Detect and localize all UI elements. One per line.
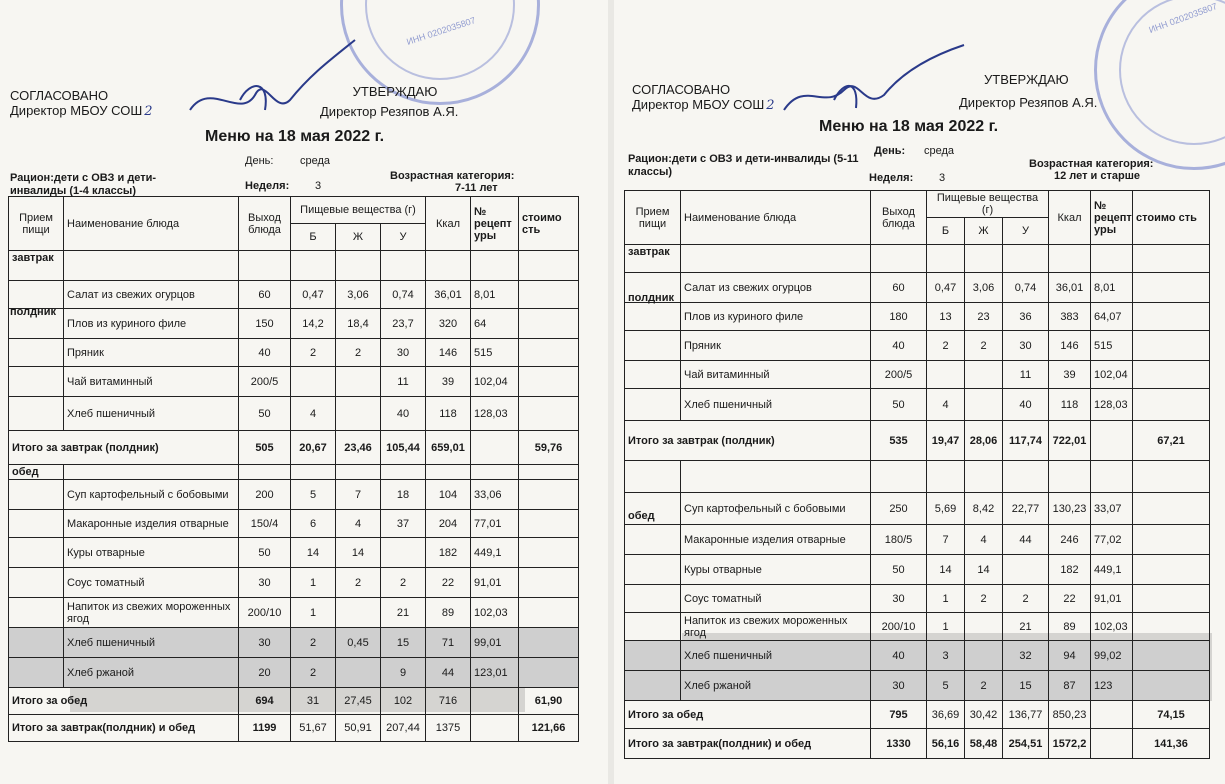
cell-kcal: 39 (426, 367, 471, 397)
lunch-total-yield: 795 (871, 701, 927, 729)
breakfast-total-cost: 59,76 (519, 431, 579, 465)
header-kcal: Ккал (1049, 191, 1091, 245)
cell-recipe: 515 (1091, 331, 1133, 361)
cell-yield: 180/5 (871, 525, 927, 555)
cell-yield: 180 (871, 303, 927, 331)
breakfast-row (625, 273, 1210, 303)
breakfast-total-b: 20,67 (291, 431, 336, 465)
lunch-rows (625, 493, 1210, 701)
director-signature (180, 20, 440, 140)
cell-kcal: 89 (426, 598, 471, 628)
page-title: Меню на 18 мая 2022 г. (205, 128, 385, 145)
cell-recipe: 128,03 (471, 397, 519, 431)
cell-kcal: 182 (1049, 555, 1091, 585)
cell-recipe: 91,01 (1091, 585, 1133, 613)
grand-total-cost: 121,66 (519, 715, 579, 742)
header-meal: Прием пищи (9, 197, 64, 251)
age-category-label: Возрастная категория: (1029, 158, 1154, 170)
cell-dish: Суп картофельный с бобовыми (64, 480, 239, 510)
cell-yield: 30 (871, 585, 927, 613)
cell-dish: Напиток из свежих мороженных ягод (681, 613, 871, 641)
breakfast-total-zh: 23,46 (336, 431, 381, 465)
breakfast-row (625, 389, 1210, 421)
header-b: Б (927, 218, 965, 245)
lunch-total-zh: 27,45 (336, 688, 381, 715)
week-value: 3 (315, 180, 322, 192)
lunch-row (625, 493, 1210, 525)
cell-zh: 4 (965, 525, 1003, 555)
meal-breakfast: завтрак (625, 245, 681, 273)
header-zh: Ж (336, 224, 381, 251)
cell-b: 2 (291, 658, 336, 688)
breakfast-total-label: Итого за завтрак (полдник) (625, 421, 871, 461)
cell-u: 11 (1003, 361, 1049, 389)
meal-breakfast: завтрак (9, 251, 64, 281)
cell-dish: Плов из куриного филе (64, 309, 239, 339)
ration-label: Рацион:дети с ОВЗ и дети-инвалиды (1-4 классы) (10, 172, 157, 197)
cell-b: 2 (291, 339, 336, 367)
ration-label: Рацион:дети с ОВЗ и дети-инвалиды (5-11 классы) (628, 153, 859, 178)
cell-b (291, 367, 336, 397)
cell-recipe: 102,03 (1091, 613, 1133, 641)
confirm-label: УТВЕРЖДАЮ (352, 84, 438, 99)
breakfast-row (625, 303, 1210, 331)
header-dish: Наименование блюда (681, 191, 871, 245)
cell-recipe: 102,03 (471, 598, 519, 628)
header-dish: Наименование блюда (64, 197, 239, 251)
left-menu-sheet (0, 0, 608, 784)
cell-yield: 40 (871, 641, 927, 671)
cell-recipe: 99,01 (471, 628, 519, 658)
cell-b: 5,69 (927, 493, 965, 525)
breakfast-total-zh: 28,06 (965, 421, 1003, 461)
week-label: Неделя: (869, 172, 914, 184)
cell-u: 18 (381, 480, 426, 510)
lunch-total-kcal: 716 (426, 688, 471, 715)
day-label: День: (245, 155, 274, 167)
header-recipe: № рецепт уры (471, 197, 519, 251)
breakfast-total-u: 105,44 (381, 431, 426, 465)
cell-dish: Пряник (681, 331, 871, 361)
cell-dish: Плов из куриного филе (681, 303, 871, 331)
cell-recipe: 102,04 (1091, 361, 1133, 389)
day-value: среда (300, 155, 331, 167)
cell-b: 5 (291, 480, 336, 510)
cell-recipe: 8,01 (471, 281, 519, 309)
cell-kcal: 246 (1049, 525, 1091, 555)
cell-kcal: 87 (1049, 671, 1091, 701)
cell-b: 1 (291, 568, 336, 598)
cell-recipe: 449,1 (471, 538, 519, 568)
cell-b: 14 (927, 555, 965, 585)
lunch-total-cost: 61,90 (519, 688, 579, 715)
cell-dish: Чай витаминный (681, 361, 871, 389)
cell-yield: 30 (239, 568, 291, 598)
breakfast-total-b: 19,47 (927, 421, 965, 461)
confirm-by: Директор Резяпов А.Я. (320, 104, 459, 119)
cell-b: 2 (927, 331, 965, 361)
lunch-row (9, 658, 579, 688)
cell-recipe: 449,1 (1091, 555, 1133, 585)
cell-recipe: 128,03 (1091, 389, 1133, 421)
cell-b: 13 (927, 303, 965, 331)
cell-kcal: 89 (1049, 613, 1091, 641)
cell-b: 1 (291, 598, 336, 628)
cell-u (1003, 555, 1049, 585)
header-cost: стоимо сть (1133, 191, 1210, 245)
grand-total-zh: 50,91 (336, 715, 381, 742)
cell-dish: Чай витаминный (64, 367, 239, 397)
lunch-row (625, 671, 1210, 701)
cell-kcal: 36,01 (1049, 273, 1091, 303)
cell-recipe: 123,01 (471, 658, 519, 688)
cell-u: 0,74 (1003, 273, 1049, 303)
breakfast-total-u: 117,74 (1003, 421, 1049, 461)
cell-zh (336, 397, 381, 431)
cell-zh: 23 (965, 303, 1003, 331)
grand-total-label: Итого за завтрак(полдник) и обед (9, 715, 239, 742)
meal-breakfast-sub: полдник (10, 306, 56, 318)
cell-u: 0,74 (381, 281, 426, 309)
cell-u: 2 (381, 568, 426, 598)
cell-b: 4 (927, 389, 965, 421)
cell-b (927, 361, 965, 389)
cell-u: 37 (381, 510, 426, 538)
cell-yield: 200/10 (871, 613, 927, 641)
lunch-total-cost: 74,15 (1133, 701, 1210, 729)
age-category-label: Возрастная категория: (390, 170, 515, 182)
cell-zh: 2 (336, 568, 381, 598)
cell-b: 1 (927, 613, 965, 641)
cell-b: 7 (927, 525, 965, 555)
cell-u: 15 (1003, 671, 1049, 701)
cell-kcal: 44 (426, 658, 471, 688)
breakfast-row (9, 339, 579, 367)
cell-u: 11 (381, 367, 426, 397)
header-cost: стоимо сть (519, 197, 579, 251)
cell-yield: 60 (239, 281, 291, 309)
breakfast-total-label: Итого за завтрак (полдник) (9, 431, 239, 465)
cell-yield: 60 (871, 273, 927, 303)
breakfast-total-yield: 505 (239, 431, 291, 465)
cell-u: 30 (381, 339, 426, 367)
breakfast-rows (9, 281, 579, 431)
cell-recipe: 33,06 (471, 480, 519, 510)
cell-yield: 30 (871, 671, 927, 701)
cell-yield: 200 (239, 480, 291, 510)
approved-by: Директор МБОУ СОШ 2 (632, 97, 775, 113)
cell-dish: Куры отварные (681, 555, 871, 585)
cell-yield: 50 (871, 389, 927, 421)
cell-b: 0,47 (291, 281, 336, 309)
cell-u: 40 (1003, 389, 1049, 421)
lunch-total-label: Итого за обед (625, 701, 871, 729)
cell-u: 9 (381, 658, 426, 688)
cell-zh: 4 (336, 510, 381, 538)
cell-zh (336, 598, 381, 628)
lunch-total-label: Итого за обед (9, 688, 239, 715)
cell-recipe: 77,01 (471, 510, 519, 538)
cell-u: 23,7 (381, 309, 426, 339)
cell-u: 2 (1003, 585, 1049, 613)
right-menu-sheet (614, 0, 1225, 784)
cell-recipe: 102,04 (471, 367, 519, 397)
breakfast-total-yield: 535 (871, 421, 927, 461)
cell-zh: 3,06 (336, 281, 381, 309)
grand-total-yield: 1199 (239, 715, 291, 742)
cell-recipe: 123 (1091, 671, 1133, 701)
header-recipe: № рецепт уры (1091, 191, 1133, 245)
cell-dish: Хлеб ржаной (681, 671, 871, 701)
breakfast-row (9, 309, 579, 339)
cell-kcal: 118 (1049, 389, 1091, 421)
lunch-row (625, 525, 1210, 555)
grand-total-yield: 1330 (871, 729, 927, 759)
week-label: Неделя: (245, 180, 290, 192)
cell-b: 6 (291, 510, 336, 538)
cell-kcal: 204 (426, 510, 471, 538)
cell-dish: Соус томатный (681, 585, 871, 613)
cell-zh (336, 658, 381, 688)
header-u: У (1003, 218, 1049, 245)
cell-zh: 18,4 (336, 309, 381, 339)
approved-number: 2 (144, 104, 153, 119)
breakfast-total-kcal: 659,01 (426, 431, 471, 465)
cell-yield: 50 (871, 555, 927, 585)
lunch-row (625, 641, 1210, 671)
lunch-total-b: 36,69 (927, 701, 965, 729)
lunch-row (9, 628, 579, 658)
cell-u: 15 (381, 628, 426, 658)
cell-b: 5 (927, 671, 965, 701)
cell-kcal: 182 (426, 538, 471, 568)
breakfast-row (9, 281, 579, 309)
menu-table (624, 190, 1210, 759)
age-category-value: 12 лет и старше (1054, 170, 1140, 182)
cell-u: 22,77 (1003, 493, 1049, 525)
official-stamp: ИНН 0202035807 (340, 0, 540, 105)
cell-zh (965, 641, 1003, 671)
cell-recipe: 64,07 (1091, 303, 1133, 331)
cell-recipe: 77,02 (1091, 525, 1133, 555)
cell-u: 36 (1003, 303, 1049, 331)
cell-dish: Хлеб ржаной (64, 658, 239, 688)
cell-b: 14,2 (291, 309, 336, 339)
cell-zh (965, 389, 1003, 421)
grand-total-kcal: 1572,2 (1049, 729, 1091, 759)
cell-yield: 200/5 (239, 367, 291, 397)
cell-zh (965, 613, 1003, 641)
cell-zh: 14 (965, 555, 1003, 585)
cell-yield: 200/10 (239, 598, 291, 628)
cell-kcal: 22 (426, 568, 471, 598)
cell-b: 4 (291, 397, 336, 431)
lunch-total-yield: 694 (239, 688, 291, 715)
lunch-total-kcal: 850,23 (1049, 701, 1091, 729)
header-meal: Прием пищи (625, 191, 681, 245)
cell-dish: Хлеб пшеничный (64, 628, 239, 658)
cell-b: 1 (927, 585, 965, 613)
cell-kcal: 36,01 (426, 281, 471, 309)
cell-kcal: 130,23 (1049, 493, 1091, 525)
grand-total-u: 254,51 (1003, 729, 1049, 759)
lunch-rows (9, 480, 579, 688)
breakfast-row (9, 397, 579, 431)
breakfast-row (625, 361, 1210, 389)
grand-total-kcal: 1375 (426, 715, 471, 742)
cell-yield: 150 (239, 309, 291, 339)
cell-zh (336, 367, 381, 397)
cell-recipe: 515 (471, 339, 519, 367)
cell-zh: 2 (965, 671, 1003, 701)
cell-kcal: 71 (426, 628, 471, 658)
confirm-label: УТВЕРЖДАЮ (984, 72, 1069, 87)
cell-zh: 2 (965, 331, 1003, 361)
grand-total-b: 51,67 (291, 715, 336, 742)
meal-breakfast-sub: полдник (628, 292, 674, 304)
cell-recipe: 64 (471, 309, 519, 339)
cell-dish: Макаронные изделия отварные (681, 525, 871, 555)
cell-yield: 40 (871, 331, 927, 361)
grand-total-u: 207,44 (381, 715, 426, 742)
approved-label: СОГЛАСОВАНО (10, 88, 109, 103)
day-value: среда (924, 145, 955, 157)
header-b: Б (291, 224, 336, 251)
cell-u (381, 538, 426, 568)
cell-recipe: 8,01 (1091, 273, 1133, 303)
grand-total-zh: 58,48 (965, 729, 1003, 759)
cell-recipe: 91,01 (471, 568, 519, 598)
cell-dish: Пряник (64, 339, 239, 367)
lunch-total-u: 136,77 (1003, 701, 1049, 729)
cell-zh (965, 361, 1003, 389)
lunch-total-zh: 30,42 (965, 701, 1003, 729)
cell-kcal: 104 (426, 480, 471, 510)
cell-recipe: 33,07 (1091, 493, 1133, 525)
menu-table (8, 196, 579, 742)
cell-kcal: 146 (1049, 331, 1091, 361)
cell-yield: 250 (871, 493, 927, 525)
page-title: Меню на 18 мая 2022 г. (819, 118, 999, 135)
header-nutrients: Пищевые вещества (г) (291, 197, 426, 224)
week-value: 3 (939, 172, 946, 184)
cell-zh: 14 (336, 538, 381, 568)
day-label: День: (874, 145, 906, 157)
lunch-row (9, 510, 579, 538)
cell-kcal: 39 (1049, 361, 1091, 389)
breakfast-total-cost: 67,21 (1133, 421, 1210, 461)
cell-dish: Хлеб пшеничный (681, 641, 871, 671)
cell-u: 30 (1003, 331, 1049, 361)
cell-zh: 8,42 (965, 493, 1003, 525)
grand-total-label: Итого за завтрак(полдник) и обед (625, 729, 871, 759)
cell-b: 2 (291, 628, 336, 658)
cell-yield: 200/5 (871, 361, 927, 389)
cell-zh: 3,06 (965, 273, 1003, 303)
cell-dish: Соус томатный (64, 568, 239, 598)
cell-kcal: 146 (426, 339, 471, 367)
cell-dish: Салат из свежих огурцов (681, 273, 871, 303)
header-yield: Выход блюда (239, 197, 291, 251)
cell-kcal: 94 (1049, 641, 1091, 671)
cell-u: 32 (1003, 641, 1049, 671)
cell-yield: 20 (239, 658, 291, 688)
header-kcal: Ккал (426, 197, 471, 251)
cell-kcal: 383 (1049, 303, 1091, 331)
confirm-by: Директор Резяпов А.Я. (959, 95, 1098, 110)
cell-dish: Хлеб пшеничный (681, 389, 871, 421)
lunch-row (9, 538, 579, 568)
breakfast-row (625, 331, 1210, 361)
grand-total-cost: 141,36 (1133, 729, 1210, 759)
header-nutrients: Пищевые вещества (г) (927, 191, 1049, 218)
cell-u: 40 (381, 397, 426, 431)
cell-dish: Суп картофельный с бобовыми (681, 493, 871, 525)
cell-recipe: 99,02 (1091, 641, 1133, 671)
cell-yield: 40 (239, 339, 291, 367)
cell-dish: Салат из свежих огурцов (64, 281, 239, 309)
header-u: У (381, 224, 426, 251)
lunch-row (9, 598, 579, 628)
header-zh: Ж (965, 218, 1003, 245)
breakfast-total-kcal: 722,01 (1049, 421, 1091, 461)
cell-dish: Напиток из свежих мороженных ягод (64, 598, 239, 628)
cell-kcal: 118 (426, 397, 471, 431)
approved-label: СОГЛАСОВАНО (632, 82, 731, 97)
age-category-value: 7-11 лет (455, 182, 498, 194)
cell-dish: Хлеб пшеничный (64, 397, 239, 431)
cell-b: 3 (927, 641, 965, 671)
approved-number: 2 (766, 98, 775, 113)
cell-u: 21 (381, 598, 426, 628)
cell-yield: 150/4 (239, 510, 291, 538)
lunch-total-b: 31 (291, 688, 336, 715)
approved-by: Директор МБОУ СОШ 2 (10, 103, 153, 119)
breakfast-row (9, 367, 579, 397)
cell-zh: 7 (336, 480, 381, 510)
header-yield: Выход блюда (871, 191, 927, 245)
cell-u: 44 (1003, 525, 1049, 555)
cell-zh: 0,45 (336, 628, 381, 658)
meal-lunch: обед (628, 510, 655, 522)
cell-b: 14 (291, 538, 336, 568)
grand-total-b: 56,16 (927, 729, 965, 759)
lunch-row (625, 585, 1210, 613)
lunch-row (9, 480, 579, 510)
cell-b: 0,47 (927, 273, 965, 303)
cell-u: 21 (1003, 613, 1049, 641)
cell-yield: 50 (239, 397, 291, 431)
lunch-row (625, 555, 1210, 585)
official-stamp: ИНН 0202035807 (1094, 0, 1225, 170)
cell-yield: 30 (239, 628, 291, 658)
cell-kcal: 22 (1049, 585, 1091, 613)
breakfast-rows (625, 273, 1210, 421)
cell-dish: Макаронные изделия отварные (64, 510, 239, 538)
cell-kcal: 320 (426, 309, 471, 339)
cell-dish: Куры отварные (64, 538, 239, 568)
lunch-row (625, 613, 1210, 641)
meal-lunch: обед (9, 465, 64, 480)
lunch-total-u: 102 (381, 688, 426, 715)
cell-yield: 50 (239, 538, 291, 568)
cell-zh: 2 (336, 339, 381, 367)
cell-zh: 2 (965, 585, 1003, 613)
lunch-row (9, 568, 579, 598)
